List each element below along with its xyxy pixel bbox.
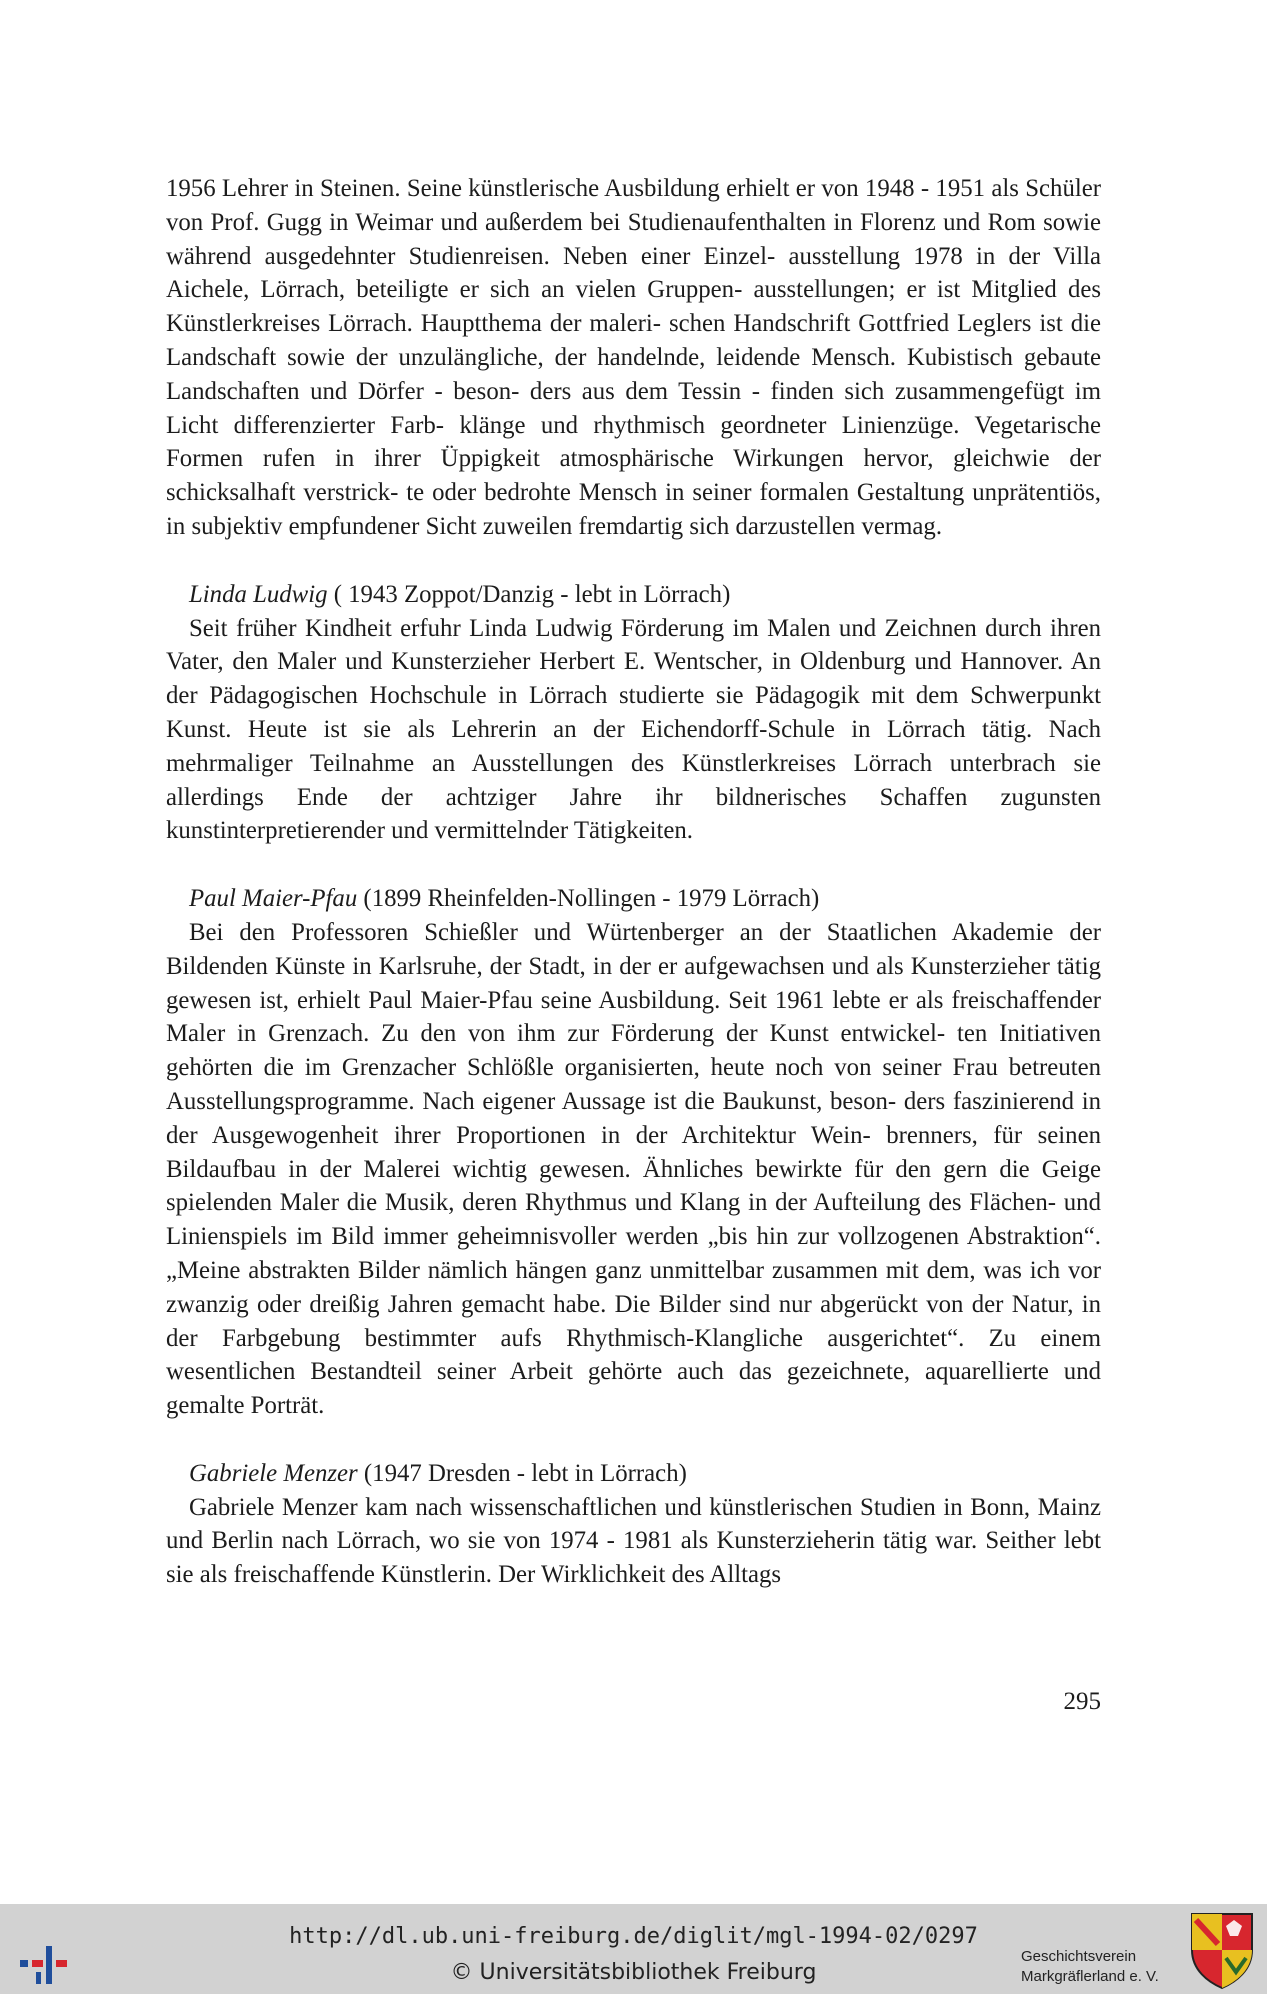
text-line: ders faszinierend in der Ausgewogenheit ihrer Proportionen in der Architektur Wein- xyxy=(166,1087,1101,1149)
artist-entry xyxy=(166,1457,1101,1592)
text-line: Bei den Professoren Schießler und Würtenberger an der Staatlichen Akademie der xyxy=(189,918,1101,946)
text-line: Rhythmisch-Klangliche ausgerichtet“. Zu einem wesentlichen Bestandteil seiner Arbeit xyxy=(166,1324,1101,1386)
artist-heading xyxy=(189,882,1101,916)
text-line: Üppigkeit atmosphärische Wirkungen hervor, gleichwie der schicksalhaft verstrick- xyxy=(166,445,1102,507)
artist-heading xyxy=(189,578,1101,612)
text-line: brenners, für seinen Bildaufbau in der Malerei wichtig gewesen. Ähnliches bewirkte für xyxy=(166,1121,1101,1183)
text-line: Hannover. An der Pädagogischen Hochschule in Lörrach studierte sie Pädagogik mit xyxy=(166,648,1101,710)
text-line: ihren Vater, den Maler und Kunsterzieher Herbert E. Wentscher, in Oldenburg und xyxy=(166,614,1101,676)
footer-bar xyxy=(0,1904,1267,1994)
text-line: freischaffender Maler in Grenzach. Zu den von ihm zur Förderung der Kunst entwickel- xyxy=(166,986,1101,1048)
artist-heading xyxy=(189,1457,1101,1491)
artist-dates: (1947 Dresden - lebt in Lörrach) xyxy=(357,1459,687,1487)
artist-name: Paul Maier-Pfau xyxy=(189,885,358,913)
footer-copyright: © Universitätsbibliothek Freiburg xyxy=(450,1960,817,1985)
artist-name: Gabriele Menzer xyxy=(189,1459,358,1487)
intro-paragraph xyxy=(166,172,1101,544)
text-line: ten Initiativen gehörten die im Grenzacher Schlößle organisierten, heute noch von seiner xyxy=(166,1020,1102,1082)
page-number: 295 xyxy=(1063,1688,1101,1715)
text-line: ausstellung 1978 in der Villa Aichele, Lörrach, beteiligte er sich an vielen Gruppen- xyxy=(166,242,1101,304)
paragraph-text xyxy=(166,1491,1101,1592)
text-line: Seit früher Kindheit erfuhr Linda Ludwig Förderung im Malen und Zeichnen durch xyxy=(189,614,1042,642)
footer-url-link[interactable]: http://dl.ub.uni-freiburg.de/diglit/mgl-1994-02/0297 xyxy=(289,1924,978,1949)
text-line: te oder bedrohte Mensch in seiner formalen Gestaltung unprätentiös, in subjektiv xyxy=(166,479,1102,540)
text-line: ausstellungen; er ist Mitglied des Künstlerkreises Lörrach. Hauptthema der maleri- xyxy=(166,276,1101,338)
footer-society-name xyxy=(1021,1947,1159,1987)
text-line: unmittelbar zusammen mit dem, was ich vor zwanzig oder dreißig Jahren gemacht habe. xyxy=(166,1256,1101,1318)
artist-entry xyxy=(166,578,1101,848)
text-line: schen Handschrift Gottfried Leglers ist die Landschaft sowie der unzulängliche, der xyxy=(166,310,1102,371)
artist-name: Linda Ludwig xyxy=(189,580,328,608)
page-text xyxy=(166,172,1101,1592)
text-line: zugunsten kunstinterpretierender und vermittelnder Tätigkeiten. xyxy=(166,783,1101,845)
text-line: hin zur vollzogenen Abstraktion“. „Meine abstrakten Bilder nämlich hängen ganz xyxy=(166,1223,1102,1284)
text-line: gehörte auch das gezeichnete, aquarellierte und gemalte Porträt. xyxy=(166,1358,1101,1420)
text-line: tätig gewesen ist, erhielt Paul Maier-Pfau seine Ausbildung. Seit 1961 lebte er als xyxy=(166,952,1101,1014)
text-line: tätig war. Seither lebt sie als freischaffende Künstlerin. Der Wirklichkeit des Alltags xyxy=(166,1527,1101,1589)
artist-entries xyxy=(166,578,1101,1592)
society-line-1: Geschichtsverein xyxy=(1021,1948,1137,1965)
artist-dates: ( 1943 Zoppot/Danzig - lebt in Lörrach) xyxy=(327,580,731,608)
paragraph-text xyxy=(166,916,1101,1423)
text-line: Frau betreuten Ausstellungsprogramme. Nach eigener Aussage ist die Baukunst, beson- xyxy=(166,1054,1102,1115)
text-line: Florenz und Rom sowie während ausgedehnter Studienreisen. Neben einer Einzel- xyxy=(166,208,1101,270)
text-line: ders aus dem Tessin - finden sich zusammengefügt im Licht differenzierter Farb- xyxy=(166,377,1101,439)
coat-of-arms-icon xyxy=(1186,1910,1258,1990)
paragraph-text xyxy=(166,612,1101,849)
text-line: handelnde, leidende Mensch. Kubistisch gebaute Landschaften und Dörfer - beson- xyxy=(166,343,1101,405)
artist-dates: (1899 Rheinfelden-Nollingen - 1979 Lörrach) xyxy=(357,885,820,913)
text-line: klänge und rhythmisch geordneter Linienzüge. Vegetarische Formen rufen in ihrer xyxy=(166,411,1102,473)
text-line: Gabriele Menzer kam nach wissenschaftlichen und künstlerischen Studien in xyxy=(189,1493,963,1521)
text-line: Bonn, Mainz und Berlin nach Lörrach, wo sie von 1974 - 1981 als Kunsterzieherin xyxy=(166,1493,1102,1555)
text-line: Die Bilder sind nur abgerückt von der Natur, in der Farbgebung bestimmter aufs xyxy=(166,1290,1102,1352)
text-line: dem Schwerpunkt Kunst. Heute ist sie als Lehrerin an der Eichendorff-Schule in xyxy=(166,682,1102,743)
artist-entry xyxy=(166,882,1101,1423)
paragraph-text xyxy=(166,172,1101,544)
text-line: als Schüler von Prof. Gugg in Weimar und außerdem bei Studienaufenthalten in xyxy=(166,175,1101,236)
text-line: Bildenden Künste in Karlsruhe, der Stadt, in der er aufgewachsen und als Kunsterzieher xyxy=(166,952,1050,980)
society-line-2: Markgräflerland e. V. xyxy=(1021,1968,1159,1985)
text-line: Aufteilung des Flächen- und Linienspiels im Bild immer geheimnisvoller werden „bis xyxy=(166,1189,1101,1251)
text-line: 1956 Lehrer in Steinen. Seine künstlerische Ausbildung erhielt er von 1948 - 1951 xyxy=(166,175,986,202)
text-line: Lörrach tätig. Nach mehrmaliger Teilnahme an Ausstellungen des Künstlerkreises xyxy=(166,715,1101,777)
text-line: empfundener Sicht zuweilen fremdartig sich darzustellen vermag. xyxy=(288,512,943,540)
text-line: den gern die Geige spielenden Maler die Musik, deren Rhythmus und Klang in der xyxy=(166,1155,1101,1217)
text-line: Lörrach unterbrach sie allerdings Ende der achtziger Jahre ihr bildnerisches Schaffen xyxy=(166,749,1101,811)
